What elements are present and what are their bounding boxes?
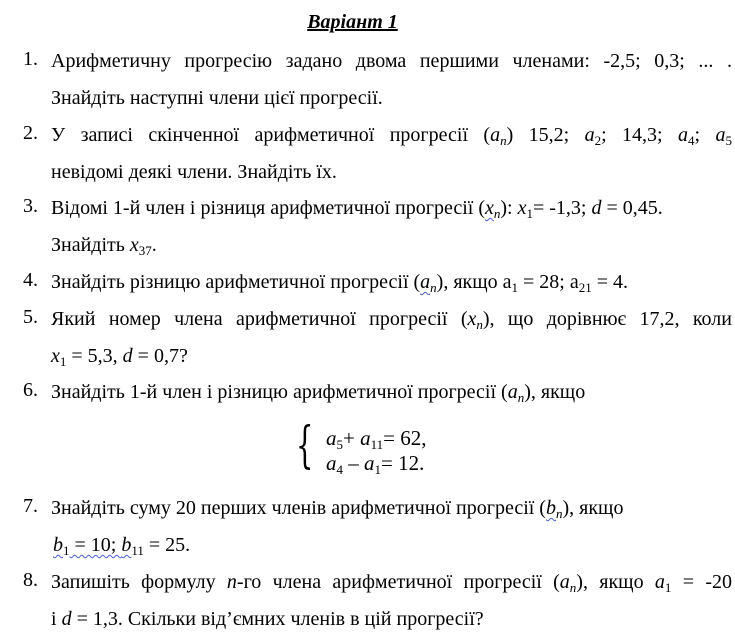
problem-text-line-2: Знайдіть наступні члени цієї прогресії. xyxy=(51,87,383,109)
problem-number: 1. xyxy=(23,48,38,70)
left-brace-icon: { xyxy=(296,416,314,474)
problem-text-line-1: Відомі 1-й член і різниця арифметичної прогресії $(x_n)$: $x_1= -1,3$; d = 0,45. xyxy=(51,197,663,221)
spellcheck-underlined-term: $a_n$ xyxy=(420,271,437,295)
problem-text-line-2: Знайдіть $x_{37}$. xyxy=(51,234,157,258)
problem-text-line-1: Знайдіть суму 20 перших членів арифметичної прогресії $(b_n)$, якщо xyxy=(51,497,624,521)
problem-number: 6. xyxy=(23,379,38,401)
spellcheck-underlined-term: $b_n$ xyxy=(545,497,563,521)
problem-text-line-2: $b_1 = 10$; $b_{11} = 25$. xyxy=(53,534,191,558)
problem-number: 7. xyxy=(23,495,38,517)
problem-text-line-1: Запишіть формулу n-го члена арифметичної прогресії $(a_n)$, якщо $a_1 = -20$ xyxy=(51,571,732,595)
spellcheck-underlined-term: $x_n$ xyxy=(484,197,501,221)
spellcheck-underlined-term: $b_1 = 10$; b xyxy=(53,534,132,558)
equation-system xyxy=(296,416,496,479)
problem-number: 2. xyxy=(23,122,38,144)
problem-number: 5. xyxy=(23,306,38,328)
problem-number: 8. xyxy=(23,569,38,591)
problem-text-line-1: У записі скінченної арифметичної прогресії $(a_n)$ 15,2; $a_2$; 14,3; $a_4$; $a_5$ xyxy=(51,124,732,148)
problem-text-line-1: Знайдіть різницю арифметичної прогресії $(a_n)$, якщо $a_1 = 28$; $a_{21} = 4$. xyxy=(51,271,629,295)
problem-number: 4. xyxy=(23,269,38,291)
problem-text-line-2: невідомі деякі члени. Знайдіть їх. xyxy=(51,161,337,183)
variant-title: Варіант 1 xyxy=(307,11,398,33)
problem-text-line-1: Арифметичну прогресію задано двома першими членами: -2,5; 0,3; ... . xyxy=(51,50,732,72)
problem-text-line-1: Знайдіть 1-й член і різницю арифметичної прогресії $(a_n)$, якщо xyxy=(51,381,586,405)
problem-text-line-1: Який номер члена арифметичної прогресії $(x_n)$, що дорівнює 17,2, коли xyxy=(51,308,732,332)
problem-text-line-2: $x_1 = 5,3$, d = 0,7? xyxy=(51,345,188,369)
equation-2: $a_4 - a_1= 12$. xyxy=(326,451,425,477)
problem-text-line-2: і d = 1,3. Скільки від’ємних членів в цій прогресії? xyxy=(51,608,484,630)
problem-number: 3. xyxy=(23,195,38,217)
equation-1: $a_5+ a_{11}= 62$, xyxy=(326,426,427,452)
